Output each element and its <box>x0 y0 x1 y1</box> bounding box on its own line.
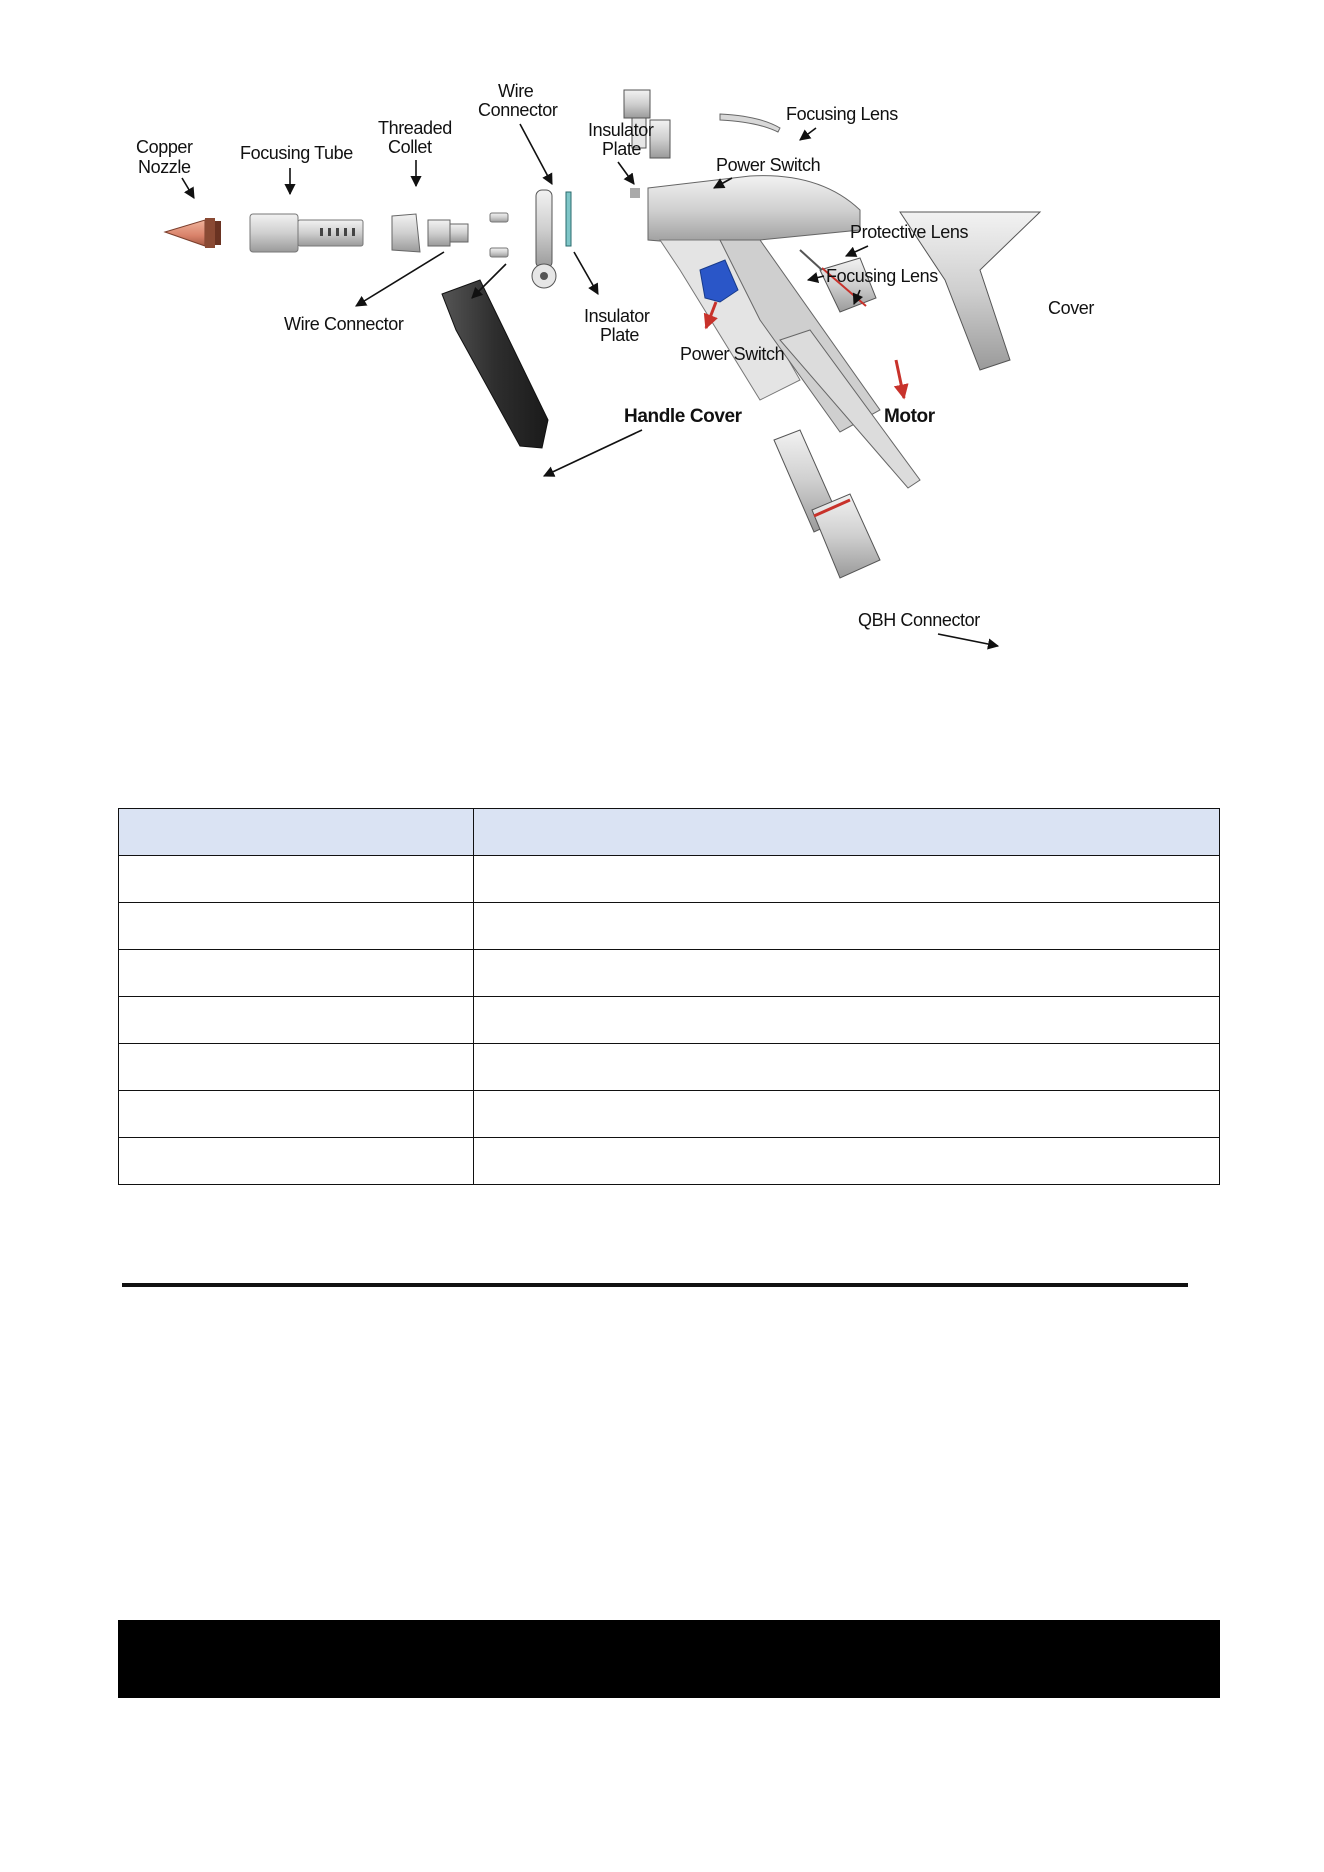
table-row <box>119 903 1220 950</box>
label-threaded-collet-2: Collet <box>388 137 432 157</box>
table-cell <box>474 856 1220 903</box>
label-focusing-lens-top: Focusing Lens <box>786 104 898 124</box>
table-cell <box>474 997 1220 1044</box>
label-copper-nozzle-1: Copper <box>136 137 193 157</box>
table-cell <box>474 903 1220 950</box>
label-copper-nozzle-2: Nozzle <box>138 157 191 177</box>
table-cell <box>474 1091 1220 1138</box>
table-header-cell <box>474 809 1220 856</box>
table-row <box>119 1044 1220 1091</box>
table-row <box>119 1138 1220 1185</box>
label-insulator-plate-top-2: Plate <box>602 139 642 159</box>
table-cell <box>474 1044 1220 1091</box>
section-heading-bar <box>118 1620 1220 1698</box>
label-cover: Cover <box>1048 298 1095 318</box>
label-handle-cover: Handle Cover <box>624 406 742 427</box>
focusing-tube-part <box>250 214 363 252</box>
table-row <box>119 950 1220 997</box>
wire-connector-ring-part <box>532 190 556 288</box>
insulator-plate-part <box>566 192 571 246</box>
label-motor: Motor <box>884 406 935 427</box>
table-header-row <box>119 809 1220 856</box>
section-divider <box>122 1283 1188 1287</box>
parts-table <box>118 808 1220 1185</box>
copper-nozzle-part <box>165 218 221 248</box>
table-row <box>119 1091 1220 1138</box>
table-cell <box>474 950 1220 997</box>
threaded-collet-part <box>392 214 468 252</box>
table-cell <box>119 950 474 997</box>
table-header-cell <box>119 809 474 856</box>
table-cell <box>119 1044 474 1091</box>
label-qbh-connector: QBH Connector <box>858 610 980 630</box>
wire-pins-part <box>490 213 508 257</box>
label-focusing-tube: Focusing Tube <box>240 143 353 163</box>
table-cell <box>119 997 474 1044</box>
label-wire-connector-top-2: Connector <box>478 100 558 120</box>
label-power-switch-top: Power Switch <box>716 155 821 175</box>
table-row <box>119 997 1220 1044</box>
table-cell <box>119 903 474 950</box>
table-cell <box>119 856 474 903</box>
table-cell <box>119 1091 474 1138</box>
label-insulator-plate-bottom-2: Plate <box>600 325 640 345</box>
qbh-connector-part <box>774 430 880 578</box>
label-power-switch-bottom: Power Switch <box>680 344 785 364</box>
label-insulator-plate-top-1: Insulator <box>588 120 654 140</box>
exploded-parts-diagram <box>136 80 1160 700</box>
label-insulator-plate-bottom-1: Insulator <box>584 306 650 326</box>
focusing-lens-part <box>720 114 780 132</box>
label-protective-lens: Protective Lens <box>850 222 969 242</box>
handle-cover-part <box>442 280 548 448</box>
label-wire-connector-top-1: Wire <box>498 81 534 101</box>
label-wire-connector-bottom: Wire Connector <box>284 314 404 334</box>
table-cell <box>474 1138 1220 1185</box>
label-focusing-lens-mid: Focusing Lens <box>826 266 938 286</box>
table-row <box>119 856 1220 903</box>
label-threaded-collet-1: Threaded <box>378 118 452 138</box>
table-cell <box>119 1138 474 1185</box>
